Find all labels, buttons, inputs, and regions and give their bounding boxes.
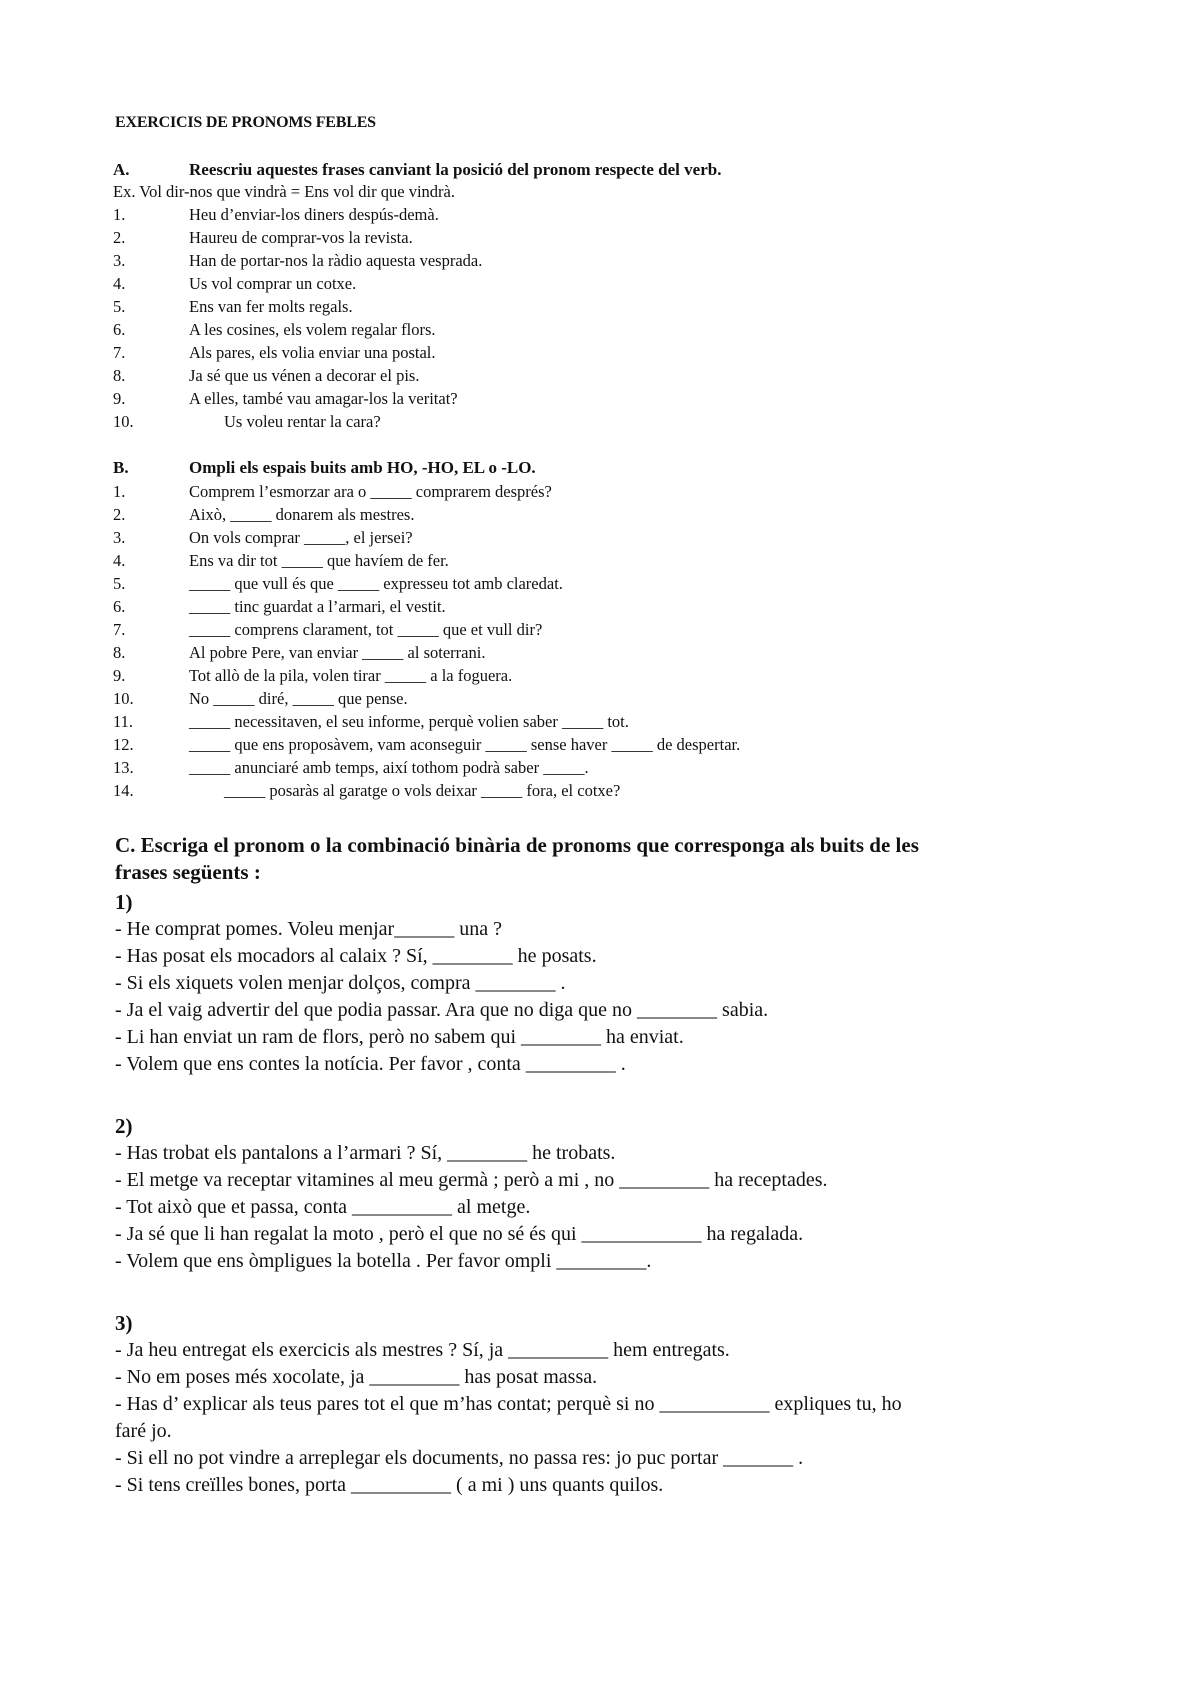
exercise-line: - Si ell no pot vindre a arreplegar els documents, no passa res: jo puc portar _______ . <box>115 1447 804 1469</box>
list-item: 8. Al pobre Pere, van enviar _____ al soterrani. <box>113 643 486 662</box>
list-item: 12. _____ que ens proposàvem, vam aconseguir _____ sense haver _____ de despertar. <box>113 735 741 754</box>
list-item: 8. Ja sé que us vénen a decorar el pis. <box>113 366 420 385</box>
group-label: 2) <box>115 1114 133 1138</box>
exercise-line: - Volem que ens òmpligues la botella . Per favor ompli _________. <box>115 1250 652 1272</box>
list-item: 4. Ens va dir tot _____ que havíem de fer. <box>113 551 449 570</box>
exercise-line: - El metge va receptar vitamines al meu germà ; però a mi , no _________ ha receptades. <box>115 1169 828 1191</box>
section-b-heading <box>113 458 536 478</box>
exercise-line: - Volem que ens contes la notícia. Per favor , conta _________ . <box>115 1053 626 1075</box>
list-item: 1. Heu d’enviar-los diners despús-demà. <box>113 205 439 224</box>
section-b-instruction: Ompli els espais buits amb HO, -HO, EL o -LO. <box>189 458 536 477</box>
exercise-line: faré jo. <box>115 1420 172 1442</box>
exercise-line: - Si tens creïlles bones, porta __________ ( a mi ) uns quants quilos. <box>115 1474 664 1496</box>
section-a-letter: A. <box>113 160 130 179</box>
exercise-line: - Tot això que et passa, conta __________ al metge. <box>115 1196 531 1218</box>
list-item: 2. Això, _____ donarem als mestres. <box>113 505 415 524</box>
list-item: 2. Haureu de comprar-vos la revista. <box>113 228 413 247</box>
section-b-letter: B. <box>113 458 129 477</box>
section-a-instruction: Reescriu aquestes frases canviant la posició del pronom respecte del verb. <box>189 160 722 179</box>
exercise-line: - Ja sé que li han regalat la moto , però el que no sé és qui ____________ ha regalada. <box>115 1223 804 1245</box>
exercise-line: - Has trobat els pantalons a l’armari ? Sí, ________ he trobats. <box>115 1142 616 1164</box>
list-item: 7. _____ comprens clarament, tot _____ que et vull dir? <box>113 620 543 639</box>
exercise-line: - Li han enviat un ram de flors, però no sabem qui ________ ha enviat. <box>115 1026 684 1048</box>
exercise-line: - Ja heu entregat els exercicis als mestres ? Sí, ja __________ hem entregats. <box>115 1339 730 1361</box>
section-c-heading: C. Escriga el pronom o la combinació binària de pronoms que corresponga als buits de les frases següents : <box>115 833 919 884</box>
exercise-line: - No em poses més xocolate, ja _________ has posat massa. <box>115 1366 598 1388</box>
page-title: EXERCICIS DE PRONOMS FEBLES <box>115 114 376 131</box>
list-item: 4. Us vol comprar un cotxe. <box>113 274 357 293</box>
exercise-line: - Has posat els mocadors al calaix ? Sí, ________ he posats. <box>115 945 597 967</box>
group-label: 1) <box>115 890 133 914</box>
section-a-example: Ex. Vol dir-nos que vindrà = Ens vol dir que vindrà. <box>113 182 455 201</box>
list-item: 3. On vols comprar _____, el jersei? <box>113 528 413 547</box>
list-item: 6. _____ tinc guardat a l’armari, el vestit. <box>113 597 446 616</box>
list-item: 9. A elles, també vau amagar-los la veritat? <box>113 389 458 408</box>
list-item: 5. _____ que vull és que _____ expresseu tot amb claredat. <box>113 574 563 593</box>
list-item: 9. Tot allò de la pila, volen tirar _____ a la foguera. <box>113 666 513 685</box>
list-item: 6. A les cosines, els volem regalar flors. <box>113 320 436 339</box>
list-item: 7. Als pares, els volia enviar una postal. <box>113 343 436 362</box>
list-item: 10. No _____ diré, _____ que pense. <box>113 689 408 708</box>
list-item: 10. Us voleu rentar la cara? <box>113 412 381 431</box>
section-a-heading <box>113 160 721 180</box>
list-item: 1. Comprem l’esmorzar ara o _____ comprarem després? <box>113 482 552 501</box>
exercise-line: - Ja el vaig advertir del que podia passar. Ara que no diga que no ________ sabia. <box>115 999 769 1021</box>
exercise-line: - Has d’ explicar als teus pares tot el que m’has contat; perquè si no ___________ expliques tu, ho <box>115 1393 902 1415</box>
list-item: 11. _____ necessitaven, el seu informe, perquè volien saber _____ tot. <box>113 712 629 731</box>
exercise-line: - Si els xiquets volen menjar dolços, compra ________ . <box>115 972 566 994</box>
list-item: 14. _____ posaràs al garatge o vols deixar _____ fora, el cotxe? <box>113 781 621 800</box>
group-label: 3) <box>115 1311 133 1335</box>
list-item: 3. Han de portar-nos la ràdio aquesta vesprada. <box>113 251 483 270</box>
exercise-line: - He comprat pomes. Voleu menjar______ una ? <box>115 918 502 940</box>
list-item: 13. _____ anunciaré amb temps, així tothom podrà saber _____. <box>113 758 589 777</box>
list-item: 5. Ens van fer molts regals. <box>113 297 353 316</box>
